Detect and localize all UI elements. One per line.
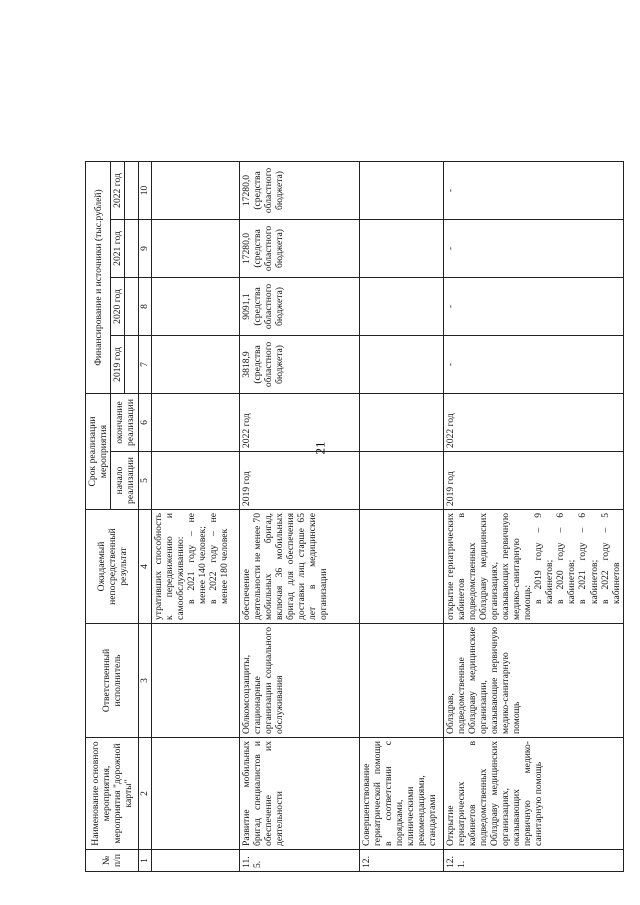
row-fin-2022 — [152, 161, 240, 219]
row-name — [152, 738, 240, 850]
header-year-2020: 2020 год — [111, 277, 125, 335]
row-name: Совершенствование гериатрической помощи в соответствии с порядками, клиническими рекомендациями, стандартами — [360, 738, 444, 850]
col-number: 7 — [139, 335, 152, 393]
row-start — [360, 452, 444, 510]
col-number: 4 — [139, 510, 152, 624]
row-end — [152, 393, 240, 451]
document-table-rotated — [85, 34, 640, 872]
row-result — [360, 510, 444, 624]
table-row — [240, 33, 360, 871]
row-name: Развитие мобильных бригад специалистов и обеспечение их деятельности — [240, 738, 360, 850]
header-year-2021: 2021 год — [111, 219, 125, 277]
row-fin-2021: 17280,0 (средства областного бюджета) — [240, 219, 360, 277]
header-executor: Ответственный исполнитель — [86, 624, 139, 738]
row-no: 12. — [360, 850, 444, 872]
row-result: открытие гериатрических кабинетов в подведомственных Облздраву медицинских организациях, оказывающих первичную медико-санитарную помощь: в 2019 году – 9 кабинетов; в 2020 году – 6 кабинетов; в 2021 году – 6 кабинетов; в 2022 году – 5 кабинетов — [444, 510, 624, 624]
row-fin-2020: - — [444, 277, 624, 335]
col-number: 9 — [139, 219, 152, 277]
roadmap-table — [85, 33, 624, 872]
row-fin-2022: 17280,0 (средства областного бюджета) — [240, 161, 360, 219]
row-fin-2020 — [152, 277, 240, 335]
col-number: 8 — [139, 277, 152, 335]
header-term-end: окончание реализации — [111, 393, 139, 451]
col-number: 10 — [139, 161, 152, 219]
row-fin-2020: 9091,1 (средства областного бюджета) — [240, 277, 360, 335]
row-start: 2019 год — [240, 452, 360, 510]
row-name: Открытие гериатрических кабинетов в подведомственных Облздраву медицинских организациях, оказывающих первичную медико-санитарную помощь — [444, 738, 624, 850]
row-fin-2020 — [360, 277, 444, 335]
row-fin-2021: - — [444, 219, 624, 277]
row-no — [152, 850, 240, 872]
table-row — [360, 33, 444, 871]
row-no: 11.5. — [240, 850, 360, 872]
header-result: Ожидаемый непосредственный результат — [86, 510, 139, 624]
row-start: 2019 год — [444, 452, 624, 510]
col-number: 5 — [139, 452, 152, 510]
page-number: 21 — [312, 441, 327, 455]
row-fin-2019 — [152, 335, 240, 393]
header-financing: Финансирование и источники (тыс.рублей) — [86, 161, 111, 393]
row-executor: Облздрав, подведомственные Облздраву медицинские организации, оказывающие первичную медико-санитарную помощь — [444, 624, 624, 738]
header-term-start: начало реализации — [111, 452, 139, 510]
row-result: утративших способность к передвижению и самообслуживанию: в 2021 году – не менее 140 человек; в 2022 году – не менее 180 человек — [152, 510, 240, 624]
row-executor — [360, 624, 444, 738]
row-fin-2019 — [360, 335, 444, 393]
col-number: 1 — [139, 850, 152, 872]
col-number: 2 — [139, 738, 152, 850]
header-name: Наименование основного мероприятия, мероприятия "дорожной карты" — [86, 738, 139, 850]
table-row — [444, 33, 624, 871]
row-fin-2019: - — [444, 335, 624, 393]
row-fin-2021 — [360, 219, 444, 277]
row-fin-2022 — [360, 161, 444, 219]
header-no: № п/п — [86, 850, 139, 872]
table-row — [152, 33, 240, 871]
row-no: 12.1. — [444, 850, 624, 872]
col-number: 6 — [139, 393, 152, 451]
row-fin-2022: - — [444, 161, 624, 219]
row-result: обеспечение деятельности не менее 70 мобильных бригад, включая 36 мобильных бригад для обеспечения доставки лиц старше 65 лет в медицинские организации — [240, 510, 360, 624]
row-end: 2022 год — [444, 393, 624, 451]
row-fin-2019: 3818,9 (средства областного бюджета) — [240, 335, 360, 393]
row-end — [360, 393, 444, 451]
row-executor — [152, 624, 240, 738]
col-number: 3 — [139, 624, 152, 738]
row-executor: Облкомсоцзащиты, стационарные организации социального обслуживания — [240, 624, 360, 738]
header-year-2022: 2022 год — [111, 161, 125, 219]
row-fin-2021 — [152, 219, 240, 277]
row-start — [152, 452, 240, 510]
row-end: 2022 год — [240, 393, 360, 451]
header-term: Срок реализации мероприятия — [86, 393, 111, 509]
header-year-2019: 2019 год — [111, 335, 125, 393]
